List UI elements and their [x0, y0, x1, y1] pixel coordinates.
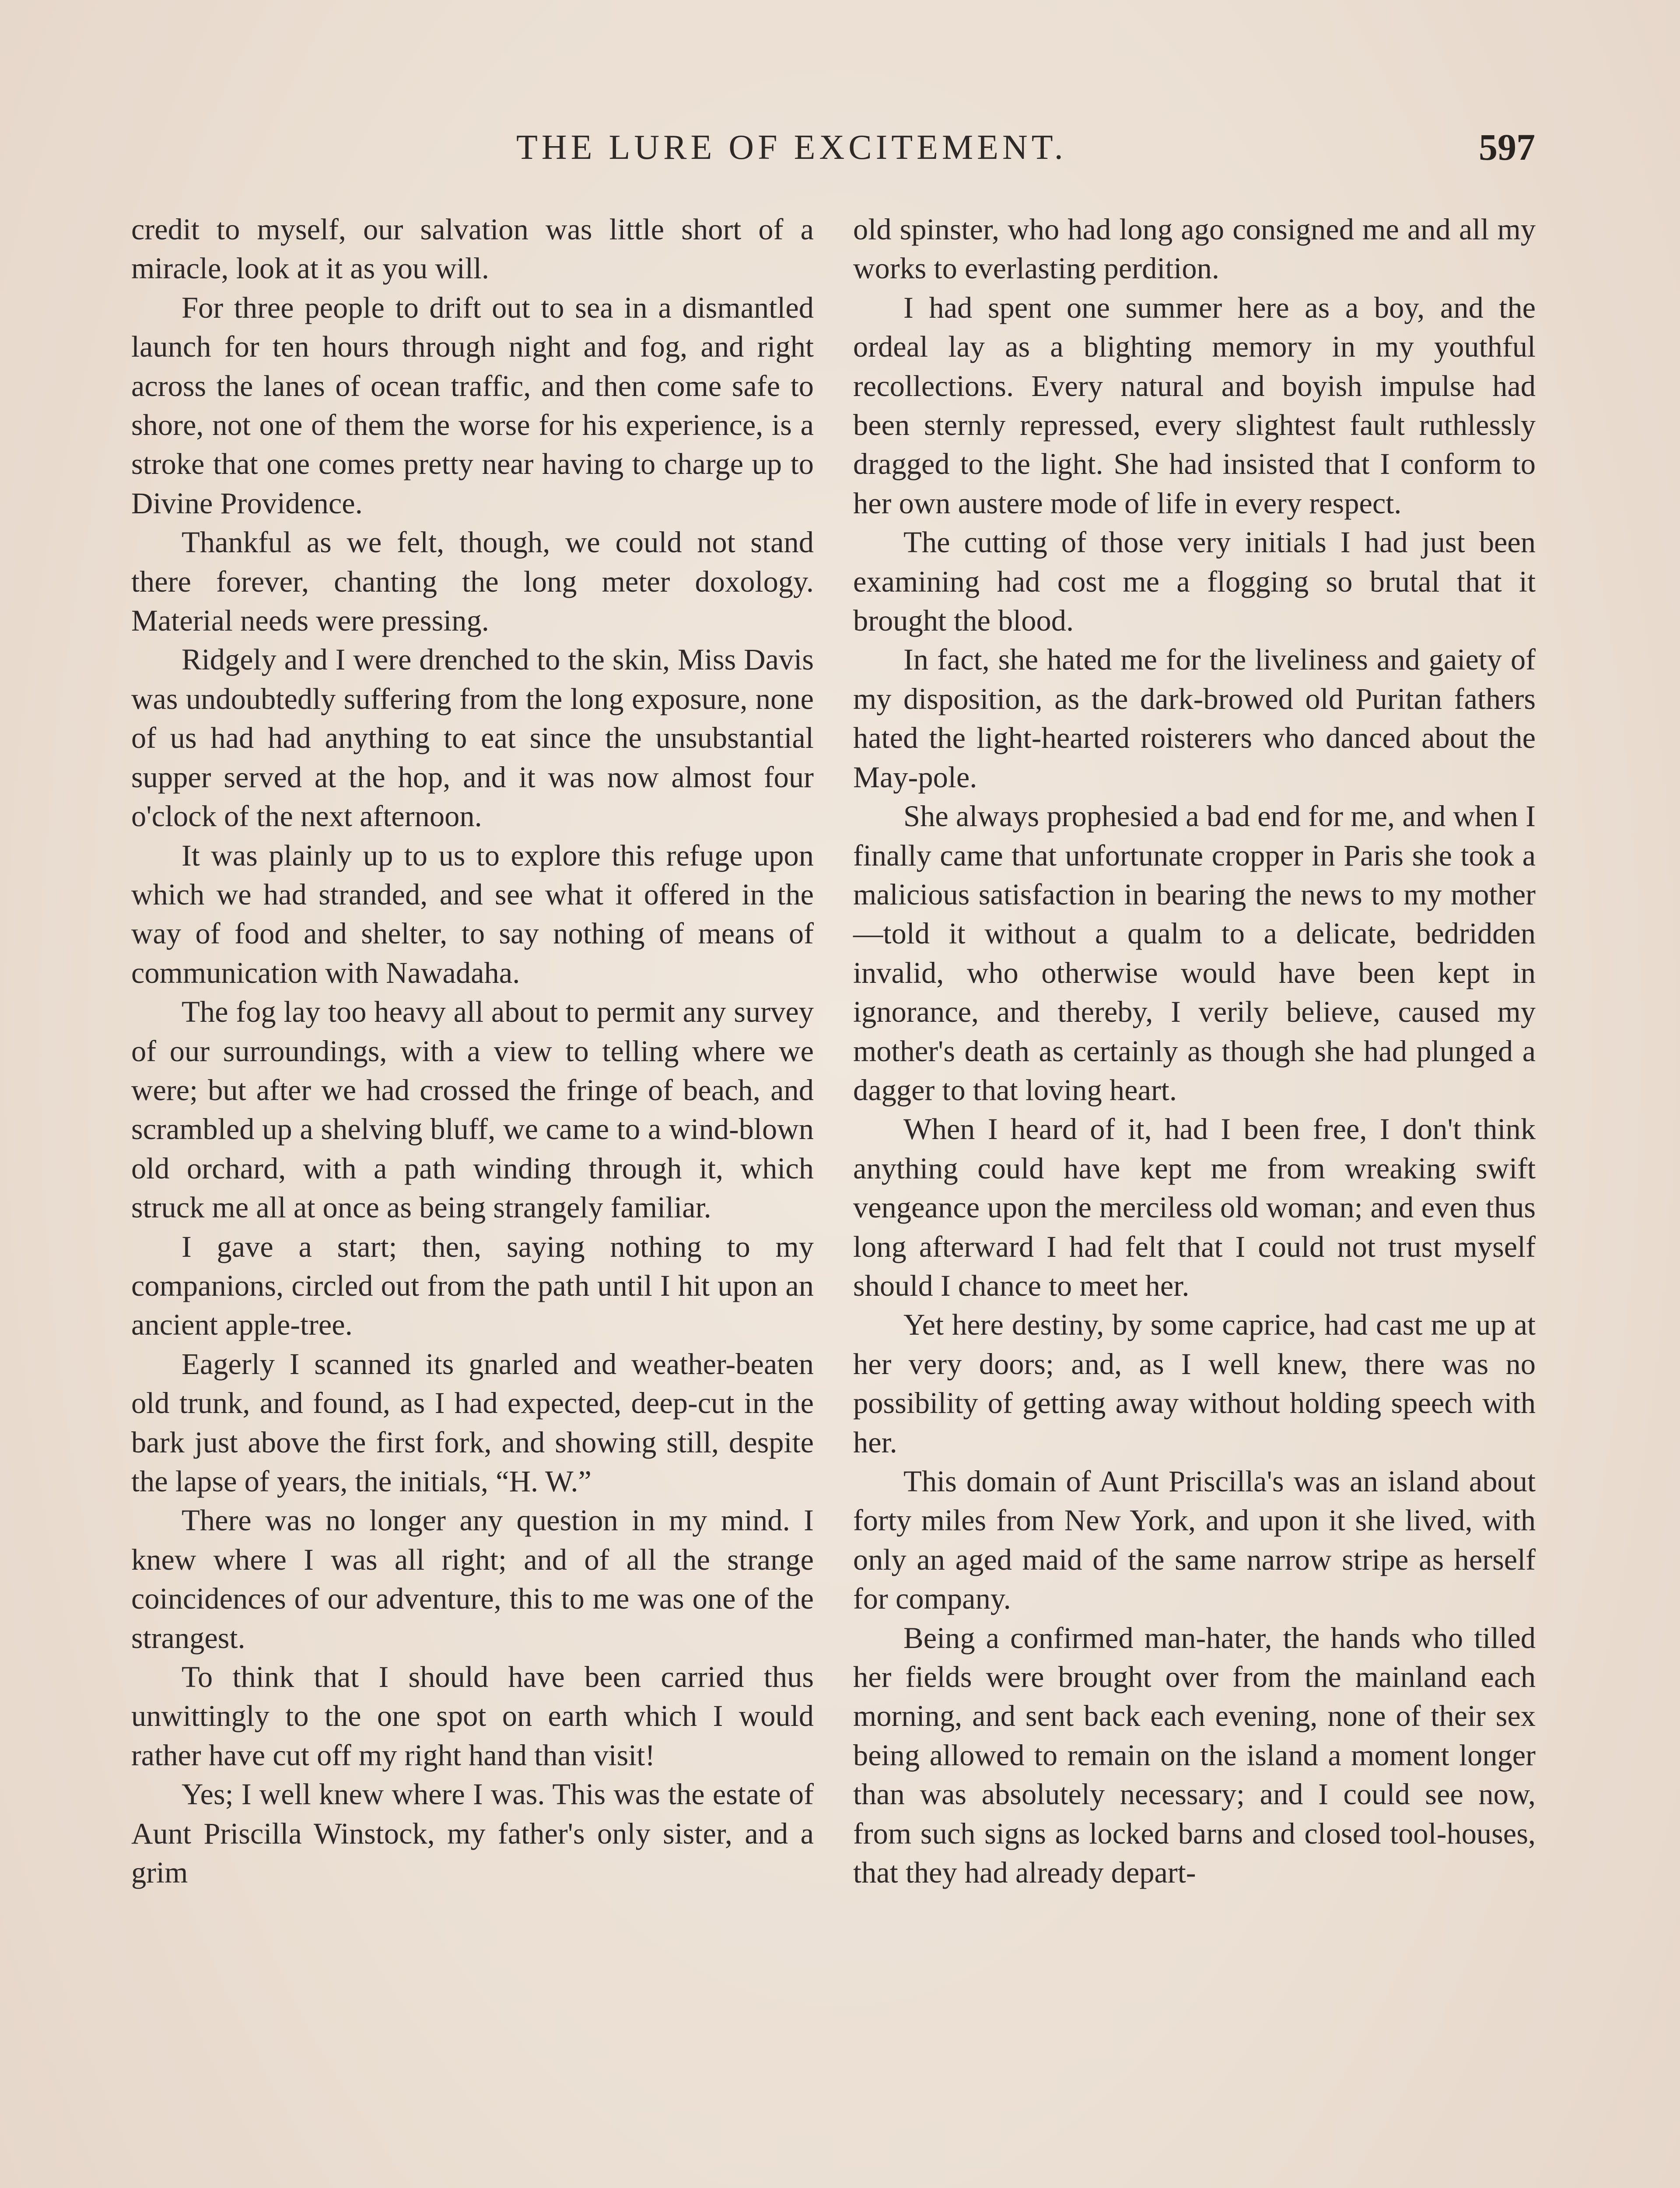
paragraph: Yes; I well knew where I was. This was the estate of Aunt Priscilla Winstock, my father's only sister, and a grim [131, 1778, 814, 1890]
paragraph: For three people to drift out to sea in a dismantled launch for ten hours through night and fog, and right across the lanes of ocean traffic, and then come safe to shore, not one of them the worse for his experience, is a stroke that one comes pretty near having to charge up to Divine Providence. [131, 291, 814, 520]
left-column [131, 210, 814, 1892]
paragraph: To think that I should have been carried thus unwittingly to the one spot on earth which I would rather have cut off my right hand than visit! [131, 1660, 814, 1772]
paragraph: Being a confirmed man-hater, the hands who tilled her fields were brought over from the mainland each morning, and sent back each evening, none of their sex being allowed to remain on the island a moment longer than was absolutely necessary; and I could see now, from such signs as locked barns and closed tool-houses, that they had already depart- [853, 1621, 1536, 1890]
paragraph: This domain of Aunt Priscilla's was an island about forty miles from New York, and upon it she lived, with only an aged maid of the same narrow stripe as herself for company. [853, 1465, 1536, 1616]
paragraph: Ridgely and I were drenched to the skin, Miss Davis was undoubtedly suffering from the long exposure, none of us had had anything to eat since the unsubstantial supper served at the hop, and it was now almost four o'clock of the next afternoon. [131, 643, 814, 833]
paragraph: She always prophesied a bad end for me, and when I finally came that unfortunate cropper in Paris she took a malicious satisfaction in bearing the news to my mother—told it without a qualm to a delicate, bedridden invalid, who otherwise would have been kept in ignorance, and thereby, I verily believe, caused my mother's death as certainly as though she had plunged a dagger to that loving heart. [853, 799, 1536, 1107]
running-title: THE LURE OF EXCITEMENT. [516, 128, 1067, 167]
paragraph: It was plainly up to us to explore this refuge upon which we had stranded, and see what it offered in the way of food and shelter, to say nothing of means of communication with Nawadaha. [131, 838, 814, 989]
page-number: 597 [1479, 126, 1535, 168]
paragraph: In fact, she hated me for the liveliness and gaiety of my disposition, as the dark-browed old Puritan fathers hated the light-hearted roisterers who danced about the May-pole. [853, 643, 1536, 794]
paragraph: old spinster, who had long ago consigned me and all my works to everlasting perdition. [853, 213, 1536, 285]
paragraph: Thankful as we felt, though, we could not stand there forever, chanting the long meter doxology. Material needs were pressing. [131, 526, 814, 638]
paragraph: There was no longer any question in my mind. I knew where I was all right; and of all the strange coincidences of our adventure, this to me was one of the strangest. [131, 1504, 814, 1655]
right-column [853, 210, 1536, 1892]
paragraph: The fog lay too heavy all about to permit any survey of our surroundings, with a view to telling where we were; but after we had crossed the fringe of beach, and scrambled up a shelving bluff, we came to a wind-blown old orchard, with a path winding through it, which struck me all at once as being strangely familiar. [131, 995, 814, 1224]
paragraph: The cutting of those very initials I had just been examining had cost me a flogging so brutal that it brought the blood. [853, 526, 1536, 638]
paragraph: Eagerly I scanned its gnarled and weather-beaten old trunk, and found, as I had expected, deep-cut in the bark just above the first fork, and showing still, despite the lapse of years, the initials, “H. W.” [131, 1347, 814, 1498]
paragraph: When I heard of it, had I been free, I don't think anything could have kept me from wreaking swift vengeance upon the merciless old woman; and even thus long afterward I had felt that I could not trust myself should I chance to meet her. [853, 1112, 1536, 1302]
paragraph: I gave a start; then, saying nothing to my companions, circled out from the path until I hit upon an ancient apple-tree. [131, 1230, 814, 1342]
paragraph: Yet here destiny, by some caprice, had cast me up at her very doors; and, as I well knew, there was no possibility of getting away without holding speech with her. [853, 1308, 1536, 1459]
paragraph: credit to myself, our salvation was little short of a miracle, look at it as you will. [131, 213, 814, 285]
paragraph: I had spent one summer here as a boy, and the ordeal lay as a blighting memory in my youthful recollections. Every natural and boyish impulse had been sternly repressed, every slightest fault ruthlessly dragged to the light. She had insisted that I conform to her own austere mode of life in every respect. [853, 291, 1536, 520]
